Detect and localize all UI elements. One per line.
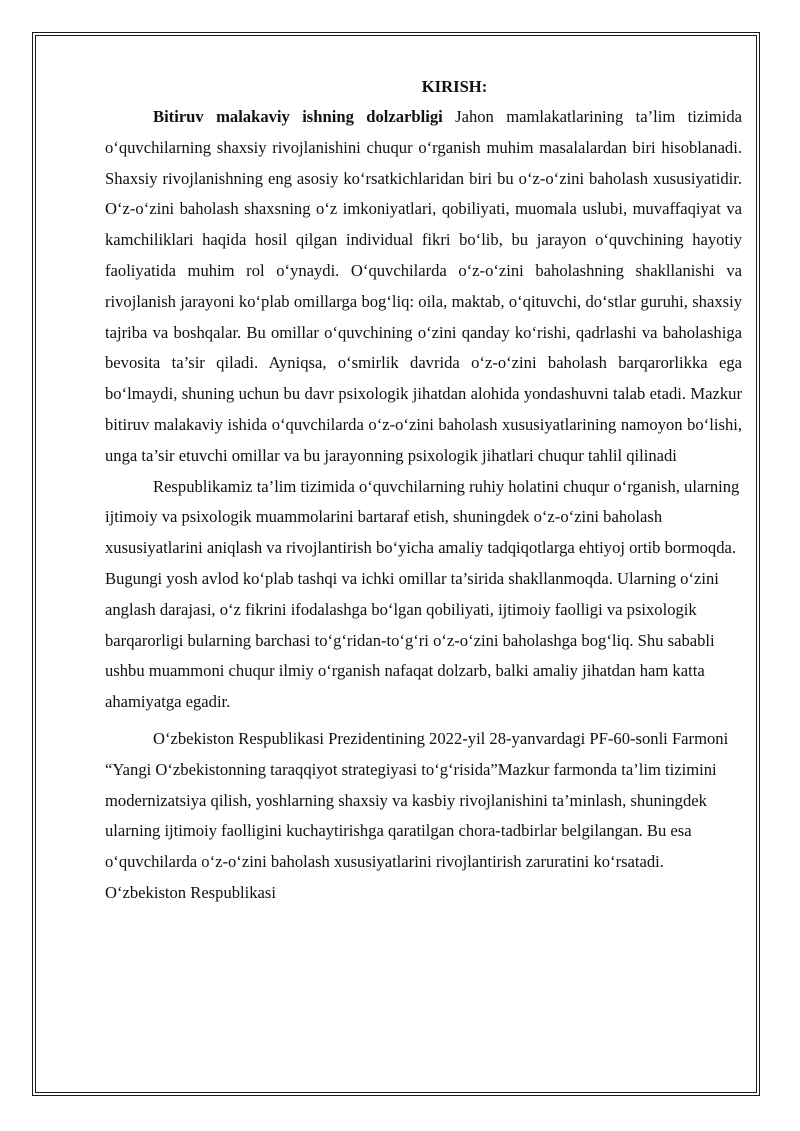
paragraph-presidential-decree: O‘zbekiston Respublikasi Prezidentining 2022-yil 28-yanvardagi PF-60-sonli Farmoni “Yangi O‘zbekistonning taraqqiyot strategiyasi to‘g‘risida”Mazkur farmonda ta’lim tizimini modernizatsiya qilish, yoshlarning shaxsiy va kasbiy rivojlanishini ta’minlash, shuningdek ularning ijtimoiy faolligini kuchaytirishga qaratilgan chora-tadbirlar belgilangan. Bu esa o‘quvchilarda o‘z-o‘zini baholash xususiyatlarini rivojlantirish zaruratini ko‘rsatadi. O‘zbekiston Respublikasi <box>105 728 729 902</box>
paragraph-body: Jahon mamlakatlarining ta’lim tizimida o‘quvchilarning shaxsiy rivojlanishini chuqur o‘rganish muhim masalalardan biri hisoblanadi. Shaxsiy rivojlanishning eng asosiy ko‘rsatkichlaridan biri bu o‘z-o‘zini baholash xususiyatidir. O‘z-o‘zini baholash shaxsning o‘z imkoniyatlari, qobiliyati, muomala uslubi, muvaffaqiyat va kamchiliklari haqida hosil qilgan individual fikri bo‘lib, bu jarayon o‘quvchining hayotiy faoliyatida muhim rol o‘ynaydi. O‘quvchilarda o‘z-o‘zini baholashning shakllanishi va rivojlanish jarayoni ko‘plab omillarga bog‘liq: oila, maktab, o‘qituvchi, do‘stlar guruhi, shaxsiy tajriba va boshqalar. Bu omillar o‘quvchining o‘zini qanday ko‘rishi, qadrlashi va baholashiga bevosita ta’sir qiladi. Ayniqsa, o‘smirlik davrida o‘z-o‘zini baholash barqarorlikka ega bo‘lmaydi, shuning uchun bu davr psixologik jihatdan alohida yondashuvni talab etadi. Mazkur bitiruv malakaviy ishida o‘quvchilarda o‘z-o‘zini baholash xususiyatlarining namoyon bo‘lishi, unga ta’sir etuvchi omillar va bu jarayonning psixologik jihatlari chuqur tahlil qilinadi <box>105 107 742 465</box>
paragraph-republic-education: Respublikamiz ta’lim tizimida o‘quvchilarning ruhiy holatini chuqur o‘rganish, ularning ijtimoiy va psixologik muammolarini bartaraf etish, shuningdek o‘z-o‘zini baholash xususiyatlarini aniqlash va rivojlantirish bo‘yicha amaliy tadqiqotlarga ehtiyoj ortib bormoqda. Bugungi yosh avlod ko‘plab tashqi va ichki omillar ta’sirida shakllanmoqda. Ularning o‘zini anglash darajasi, o‘z fikrini ifodalashga bo‘lgan qobiliyati, ijtimoiy faolligi va psixologik barqarorligi bularning barchasi to‘g‘ridan-to‘g‘ri o‘z-o‘zini baholashga bog‘liq. Shu sababli ushbu muammoni chuqur ilmiy o‘rganish nafaqat dolzarb, balki amaliy jihatdan ham katta ahamiyatga egadir. <box>105 476 740 712</box>
paragraph-relevance <box>105 102 742 472</box>
document-body <box>105 72 742 909</box>
paragraph-lead: Bitiruv malakaviy ishning dolzarbligi <box>153 107 443 126</box>
section-heading: KIRISH: <box>421 77 488 96</box>
